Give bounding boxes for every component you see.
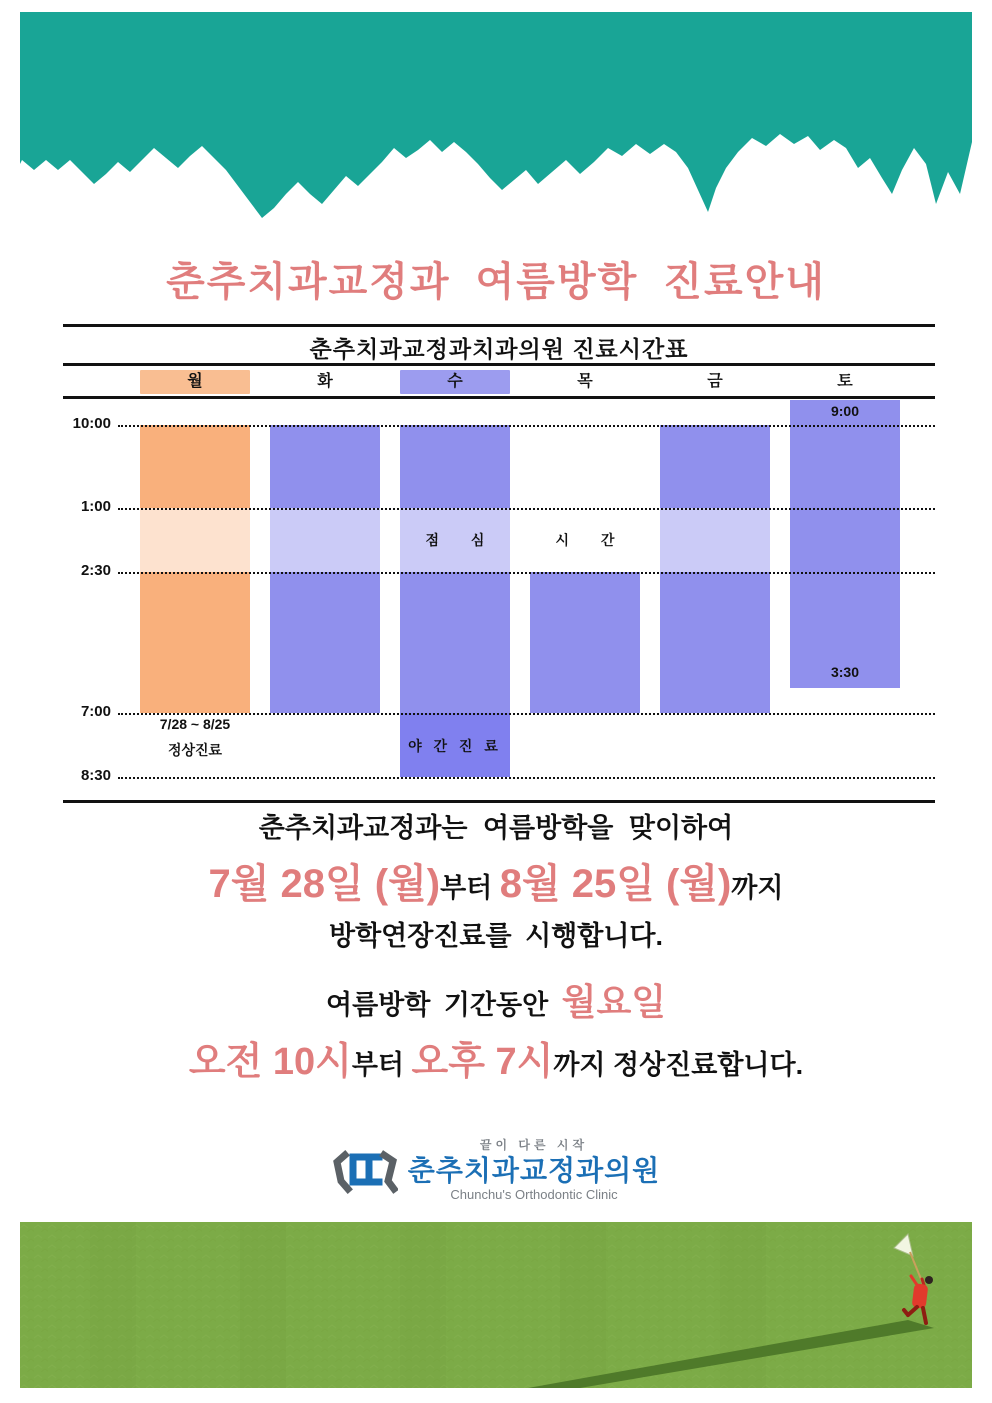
divider-line xyxy=(63,800,935,803)
grid-dotted-line-830 xyxy=(118,777,935,779)
lunch-label-left: 점 심 xyxy=(425,532,499,548)
day-header-sat: 토 xyxy=(837,373,853,390)
monday-highlight: 월요일 xyxy=(561,981,666,1022)
tuesday-bar-lunch xyxy=(270,508,380,572)
end-date-highlight: 8월 25일 (월) xyxy=(499,862,732,906)
monday-bar-lunch xyxy=(140,508,250,572)
divider-line xyxy=(63,363,935,366)
torn-paper-shape xyxy=(20,12,972,218)
schedule-table-title: 춘추치과교정과치과의원 진료시간표 xyxy=(309,336,689,362)
grass-footer-illustration xyxy=(20,1222,972,1388)
monday-bar-morning xyxy=(140,425,250,508)
night-care-label: 야 간 진 료 xyxy=(408,738,502,754)
line2-connector: 부터 xyxy=(440,873,500,903)
day-header-wed: 수 xyxy=(400,370,510,394)
wednesday-bar-afternoon xyxy=(400,572,510,713)
time-label-230: 2:30 xyxy=(80,562,111,579)
schedule-chart xyxy=(63,399,935,801)
time-label-1000: 10:00 xyxy=(72,415,111,432)
saturday-bar xyxy=(790,400,900,688)
monday-period-note: 7/28 ~ 8/25 xyxy=(159,716,231,732)
thursday-bar-afternoon xyxy=(530,572,640,713)
poster-title: 춘추치과교정과 여름방학 진료안내 xyxy=(166,260,826,304)
friday-bar-afternoon xyxy=(660,572,770,713)
grid-dotted-line-100 xyxy=(118,508,935,510)
line2-tail: 까지 xyxy=(731,873,784,903)
line4-lead: 여름방학 기간동안 xyxy=(326,990,562,1020)
saturday-close-label: 3:30 xyxy=(830,664,860,680)
clinic-name-english: Chunchu's Orthodontic Clinic xyxy=(450,1187,618,1202)
start-date-highlight: 7월 28일 (월) xyxy=(208,862,441,906)
wednesday-bar-morning xyxy=(400,425,510,508)
announcement-line-5 xyxy=(0,1018,992,1085)
lunch-label-right: 시 간 xyxy=(555,532,629,548)
grid-dotted-line-700 xyxy=(118,713,935,715)
grid-dotted-line-1000 xyxy=(118,425,935,427)
day-header-mon: 월 xyxy=(140,370,250,394)
day-header-thu: 목 xyxy=(577,373,593,390)
open-time-highlight: 오전 10시 xyxy=(188,1041,352,1083)
close-time-highlight: 오후 7시 xyxy=(411,1041,554,1083)
day-header-fri: 금 xyxy=(707,373,723,390)
friday-bar-morning xyxy=(660,425,770,508)
torn-paper-header xyxy=(20,12,972,224)
time-label-700: 7:00 xyxy=(80,703,111,720)
time-label-830: 8:30 xyxy=(80,767,111,784)
grid-dotted-line-230 xyxy=(118,572,935,574)
clinic-logo-texts xyxy=(408,1136,660,1202)
announcement-line-1: 춘추치과교정과는 여름방학을 맞이하여 xyxy=(258,813,734,843)
line5-tail: 까지 정상진료합니다. xyxy=(553,1050,804,1080)
friday-bar-lunch xyxy=(660,508,770,572)
monday-normal-note: 정상진료 xyxy=(167,742,223,758)
clinic-name: 춘추치과교정과의원 xyxy=(407,1155,661,1186)
tuesday-bar-morning xyxy=(270,425,380,508)
announcement-line-3: 방학연장진료를 시행합니다. xyxy=(329,921,663,951)
clinic-logo-icon xyxy=(332,1148,398,1200)
saturday-open-label: 9:00 xyxy=(830,403,860,419)
announcement-line-4 xyxy=(0,966,992,1025)
day-header-tue: 화 xyxy=(317,373,333,390)
time-label-100: 1:00 xyxy=(80,498,111,515)
announcement-line-2 xyxy=(0,842,992,909)
clinic-logo xyxy=(0,1136,992,1202)
line5-connector: 부터 xyxy=(351,1050,412,1080)
clinic-tagline: 끝이 다른 시작 xyxy=(479,1138,589,1152)
monday-bar-afternoon xyxy=(140,572,250,713)
divider-line xyxy=(63,324,935,327)
tuesday-bar-afternoon xyxy=(270,572,380,713)
